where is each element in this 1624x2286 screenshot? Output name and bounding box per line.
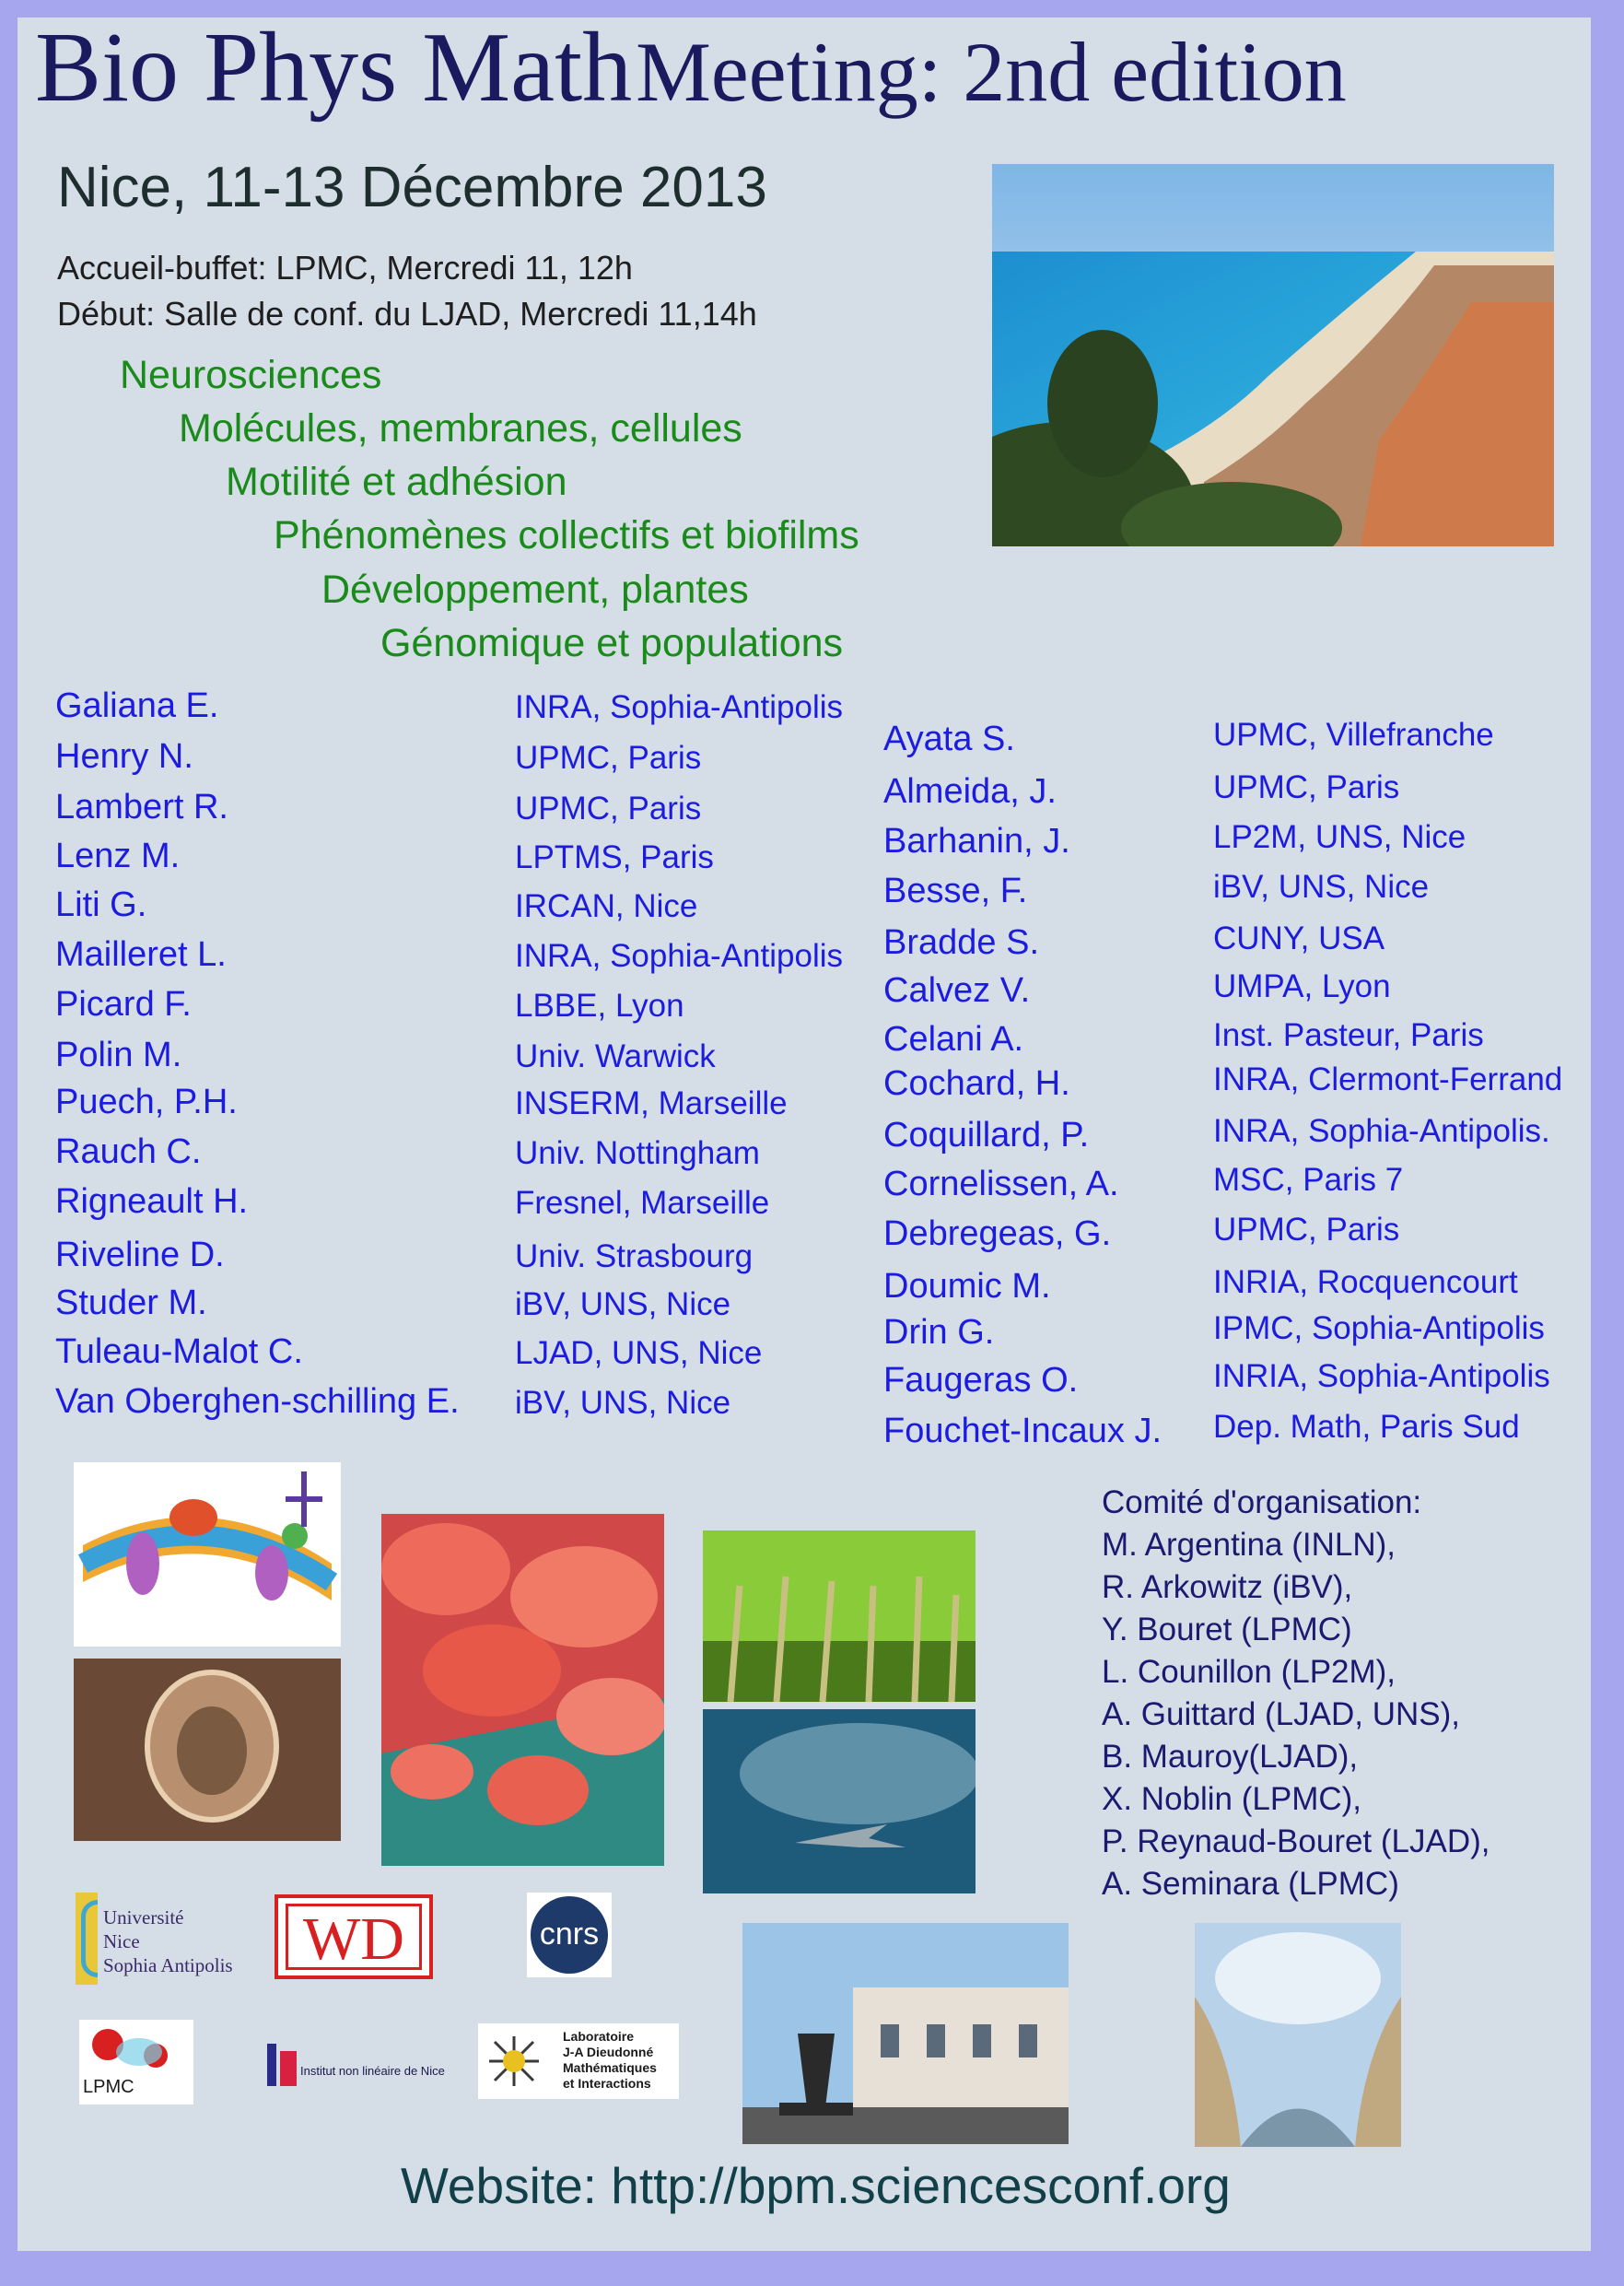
speaker-affiliation: LPTMS, Paris — [515, 839, 714, 875]
speaker-name: Calvez V. — [883, 971, 1031, 1010]
inln-logo — [263, 2038, 445, 2093]
website-link[interactable]: Website: http://bpm.sciencesconf.org — [401, 2157, 1231, 2214]
speaker-name: Fouchet-Incaux J. — [883, 1412, 1163, 1450]
inln-logo-text: Institut non linéaire de Nice — [300, 2064, 445, 2078]
speaker-affiliation: MSC, Paris 7 — [1213, 1162, 1404, 1198]
speaker-name: Tuleau-Malot C. — [55, 1332, 303, 1371]
speaker-affiliation: UPMC, Paris — [1213, 1212, 1400, 1248]
fountain-building-image — [742, 1923, 1069, 2144]
speaker-affiliation: Fresnel, Marseille — [515, 1185, 770, 1221]
speaker-name: Lenz M. — [55, 837, 181, 875]
topic: Phénomènes collectifs et biofilms — [274, 513, 859, 557]
ljad-line: J-A Dieudonné — [563, 2045, 654, 2059]
speaker-name: Doumic M. — [883, 1267, 1051, 1306]
committee-member: X. Noblin (LPMC), — [1102, 1781, 1362, 1817]
speaker-affiliation: IPMC, Sophia-Antipolis — [1213, 1310, 1545, 1346]
info-line: Début: Salle de conf. du LJAD, Mercredi 11,14h — [57, 295, 757, 333]
title-part2: Meeting: 2nd edition — [636, 25, 1347, 119]
event-dates: Nice, 11-13 Décembre 2013 — [57, 156, 767, 219]
speaker-name: Galiana E. — [55, 686, 219, 725]
speaker-name: Ayata S. — [883, 720, 1015, 758]
topic: Molécules, membranes, cellules — [179, 406, 742, 451]
speaker-affiliation: CUNY, USA — [1213, 920, 1385, 956]
speaker-affiliation: LP2M, UNS, Nice — [1213, 819, 1466, 855]
committee-member: A. Seminara (LPMC) — [1102, 1866, 1399, 1902]
speaker-affiliation: UPMC, Paris — [515, 740, 702, 776]
speaker-name: Henry N. — [55, 737, 193, 776]
speaker-name: Lambert R. — [55, 788, 228, 826]
speaker-affiliation: UPMC, Villefranche — [1213, 717, 1494, 753]
topic: Neurosciences — [120, 353, 382, 397]
speaker-affiliation: UPMC, Paris — [1213, 769, 1400, 805]
universite-nice-logo — [76, 1893, 233, 1985]
speaker-affiliation: LBBE, Lyon — [515, 988, 684, 1024]
committee-member: B. Mauroy(LJAD), — [1102, 1739, 1359, 1775]
page-title — [35, 13, 1347, 123]
speaker-name: Rauch C. — [55, 1132, 202, 1171]
ljad-line: et Interactions — [563, 2076, 651, 2091]
speaker-affiliation: iBV, UNS, Nice — [515, 1286, 731, 1322]
speaker-affiliation: UPMC, Paris — [515, 791, 702, 826]
wd-logo — [275, 1894, 433, 1979]
speaker-affiliation: Univ. Warwick — [515, 1038, 716, 1074]
committee-member: R. Arkowitz (iBV), — [1102, 1569, 1353, 1605]
lpmc-logo — [79, 2020, 193, 2104]
lpmc-logo-text: LPMC — [83, 2077, 134, 2097]
unice-line: Université — [103, 1906, 184, 1928]
speaker-name: Liti G. — [55, 885, 147, 924]
speaker-affiliation: INRA, Sophia-Antipolis — [515, 938, 843, 974]
speaker-name: Cornelissen, A. — [883, 1165, 1119, 1203]
committee-member: P. Reynaud-Bouret (LJAD), — [1102, 1823, 1490, 1859]
plant-tendrils-image — [703, 1530, 976, 1702]
unice-line: Nice — [103, 1930, 140, 1952]
speaker-name: Cochard, H. — [883, 1064, 1070, 1103]
speaker-name: Barhanin, J. — [883, 822, 1070, 861]
speaker-affiliation: iBV, UNS, Nice — [515, 1385, 731, 1421]
committee-member: Y. Bouret (LPMC) — [1102, 1612, 1352, 1647]
title-part1: Bio Phys Math — [35, 13, 633, 123]
info-line: Accueil-buffet: LPMC, Mercredi 11, 12h — [57, 249, 633, 287]
cell-structure-image — [74, 1659, 341, 1841]
speaker-name: Puech, P.H. — [55, 1083, 238, 1121]
speaker-affiliation: Inst. Pasteur, Paris — [1213, 1017, 1484, 1053]
speaker-name: Faugeras O. — [883, 1361, 1079, 1400]
cell-membrane-image — [74, 1462, 341, 1647]
speaker-name: Polin M. — [55, 1036, 182, 1074]
speaker-affiliation: LJAD, UNS, Nice — [515, 1335, 763, 1371]
speaker-name: Drin G. — [883, 1313, 995, 1352]
ljad-logo — [478, 2023, 679, 2099]
speaker-name: Debregeas, G. — [883, 1214, 1112, 1253]
speaker-name: Besse, F. — [883, 872, 1028, 910]
topic: Génomique et populations — [380, 621, 844, 665]
speaker-name: Almeida, J. — [883, 772, 1057, 811]
fish-school-image — [703, 1709, 976, 1893]
speaker-affiliation: INRA, Clermont-Ferrand — [1213, 1061, 1563, 1097]
speaker-name: Mailleret L. — [55, 935, 227, 974]
committee-member: A. Guittard (LJAD, UNS), — [1102, 1696, 1460, 1732]
speaker-affiliation: UMPA, Lyon — [1213, 968, 1391, 1004]
speaker-name: Van Oberghen-schilling E. — [55, 1382, 460, 1421]
ljad-emblem — [484, 2033, 544, 2090]
modern-building-image — [1195, 1923, 1401, 2147]
speaker-name: Studer M. — [55, 1284, 207, 1322]
speaker-affiliation: INSERM, Marseille — [515, 1085, 788, 1121]
speaker-affiliation: INRIA, Rocquencourt — [1213, 1264, 1518, 1300]
committee-heading: Comité d'organisation: — [1102, 1484, 1422, 1520]
unice-line: Sophia Antipolis — [103, 1954, 233, 1976]
speaker-name: Rigneault H. — [55, 1182, 249, 1221]
speaker-affiliation: iBV, UNS, Nice — [1213, 869, 1430, 905]
speaker-affiliation: Dep. Math, Paris Sud — [1213, 1409, 1520, 1445]
speaker-affiliation: INRA, Sophia-Antipolis — [515, 689, 843, 725]
topic: Motilité et adhésion — [226, 460, 567, 504]
speaker-affiliation: Univ. Strasbourg — [515, 1238, 754, 1274]
speaker-name: Celani A. — [883, 1020, 1024, 1059]
committee-member: L. Counillon (LP2M), — [1102, 1654, 1396, 1690]
speaker-affiliation: IRCAN, Nice — [515, 888, 698, 924]
speaker-name: Coquillard, P. — [883, 1116, 1090, 1155]
speaker-name: Bradde S. — [883, 923, 1039, 962]
wd-logo-text: WD — [303, 1905, 404, 1973]
cnrs-logo — [527, 1893, 612, 1977]
red-blood-cells-image — [381, 1514, 664, 1866]
speaker-name: Picard F. — [55, 985, 192, 1024]
speaker-affiliation: INRA, Sophia-Antipolis. — [1213, 1113, 1550, 1149]
ljad-line: Laboratoire — [563, 2029, 635, 2044]
speaker-affiliation: INRIA, Sophia-Antipolis — [1213, 1358, 1550, 1394]
speaker-affiliation: Univ. Nottingham — [515, 1135, 760, 1171]
nice-coast-photo — [992, 164, 1554, 546]
cnrs-logo-text: cnrs — [539, 1917, 600, 1952]
committee-member: M. Argentina (INLN), — [1102, 1527, 1396, 1563]
speaker-name: Riveline D. — [55, 1236, 225, 1274]
topic: Développement, plantes — [321, 568, 749, 612]
ljad-line: Mathématiques — [563, 2060, 657, 2075]
